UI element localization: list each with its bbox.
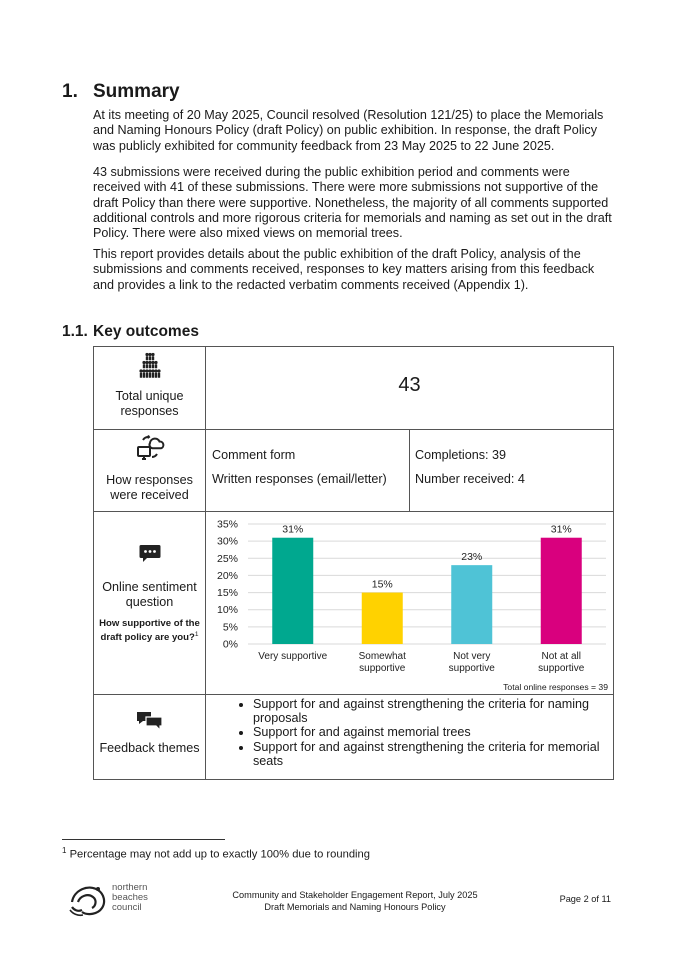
y-tick-label: 20% <box>216 569 238 582</box>
people-group-icon <box>94 352 205 380</box>
council-logo-text <box>112 883 148 913</box>
y-tick-label: 35% <box>216 518 238 531</box>
sentiment-bar-chart <box>206 512 614 678</box>
y-tick-label: 5% <box>222 621 238 634</box>
footer-report-info <box>200 889 510 913</box>
summary-paragraph-2: 43 submissions were received during the public exhibition period and comments were received with 41 of these submissions. There were more submissions not supportive of the draft Policy than there were supportive. Nonetheless, the majority of all comments supported additional controls and more rigorous criteria for memorials and naming as set out in the draft Policy. There were also mixed views on memorial trees. <box>93 165 612 241</box>
themes-label: Feedback themes <box>99 741 200 755</box>
footer-report-title: Community and Stakeholder Engagement Report, July 2025 <box>232 890 478 900</box>
total-label: Total unique responses <box>115 389 184 418</box>
total-online-responses-note: Total online responses = 39 <box>503 682 608 692</box>
footnote-ref: 1 <box>194 631 199 638</box>
bar <box>272 538 313 644</box>
council-logo-mark <box>68 880 112 920</box>
y-tick-label: 15% <box>216 587 238 600</box>
data-label: 15% <box>371 578 393 591</box>
section-heading <box>62 81 180 103</box>
count-completions: Completions: 39 <box>415 448 507 462</box>
total-responses-value: 43 <box>398 374 421 396</box>
themes-cell <box>206 695 614 780</box>
themes-list <box>206 697 613 768</box>
logo-line: northern <box>112 882 148 893</box>
speech-bubble-icon <box>94 544 205 564</box>
y-tick-label: 30% <box>216 535 238 548</box>
logo-line: beaches <box>112 892 148 903</box>
sentiment-question <box>94 618 205 643</box>
y-tick-label: 0% <box>222 638 238 651</box>
x-tick-label: Not at all supportive <box>538 651 585 674</box>
data-label: 23% <box>461 551 483 564</box>
devices-cloud-icon <box>94 434 205 462</box>
footnote-text: Percentage may not add up to exactly 100% due to rounding <box>69 848 370 861</box>
page-number: Page 2 of 11 <box>559 894 611 904</box>
x-tick-label: Somewhat supportive <box>358 651 406 674</box>
data-label: 31% <box>550 523 572 536</box>
logo-line: council <box>112 902 142 913</box>
list-item: • Support for and against strengthening the criteria for naming proposals <box>253 697 613 725</box>
table-row <box>94 347 614 430</box>
sentiment-label-cell <box>94 512 206 695</box>
section-title: Summary <box>93 81 180 102</box>
chat-bubbles-icon <box>94 711 205 731</box>
counts-cell <box>410 430 614 512</box>
channels-cell <box>206 430 410 512</box>
table-row <box>94 695 614 780</box>
total-value-cell <box>206 347 614 430</box>
section-number: 1. <box>62 81 78 102</box>
list-item: • Support for and against strengthening the criteria for memorial seats <box>253 740 613 768</box>
footnote-divider <box>62 839 225 840</box>
total-label-cell <box>94 347 206 430</box>
footnote <box>62 846 370 861</box>
channel-written-responses: Written responses (email/letter) <box>212 472 387 486</box>
sentiment-label: Online sentiment question <box>102 580 197 609</box>
sentiment-chart-cell <box>206 512 614 695</box>
summary-paragraph-1: At its meeting of 20 May 2025, Council resolved (Resolution 121/25) to place the Memorials and Naming Honours Policy (draft Policy) on public exhibition. In response, the draft Policy was publicly exhibited for community feedback from 23 May 2025 to 22 June 2025. <box>93 108 604 153</box>
data-label: 31% <box>282 523 304 536</box>
themes-label-cell <box>94 695 206 780</box>
subsection-title: Key outcomes <box>93 323 199 340</box>
summary-paragraph-3: This report provides details about the public exhibition of the draft Policy, analysis of the submissions and comments received, responses to key matters arising from this feedback and provides a link to the redacted verbatim comments received (Appendix 1). <box>93 247 595 292</box>
footer-report-subtitle: Draft Memorials and Naming Honours Policy <box>264 902 446 912</box>
bar <box>362 593 403 644</box>
bar <box>541 538 582 644</box>
sentiment-question-text: How supportive of the draft policy are you? <box>99 618 200 644</box>
x-tick-label: Very supportive <box>258 651 328 662</box>
y-tick-label: 10% <box>216 604 238 617</box>
count-received: Number received: 4 <box>415 472 525 486</box>
y-tick-label: 25% <box>216 552 238 565</box>
received-label: How responses were received <box>106 473 193 502</box>
key-outcomes-table <box>93 346 614 780</box>
table-row <box>94 430 614 512</box>
bar <box>451 565 492 644</box>
channel-comment-form: Comment form <box>212 448 296 462</box>
subsection-number: 1.1. <box>62 323 88 340</box>
received-label-cell <box>94 430 206 512</box>
list-item: • Support for and against memorial trees <box>253 725 613 739</box>
x-tick-label: Not very supportive <box>448 651 495 674</box>
footnote-number: 1 <box>62 846 67 855</box>
subsection-heading <box>62 323 199 341</box>
table-row <box>94 512 614 695</box>
